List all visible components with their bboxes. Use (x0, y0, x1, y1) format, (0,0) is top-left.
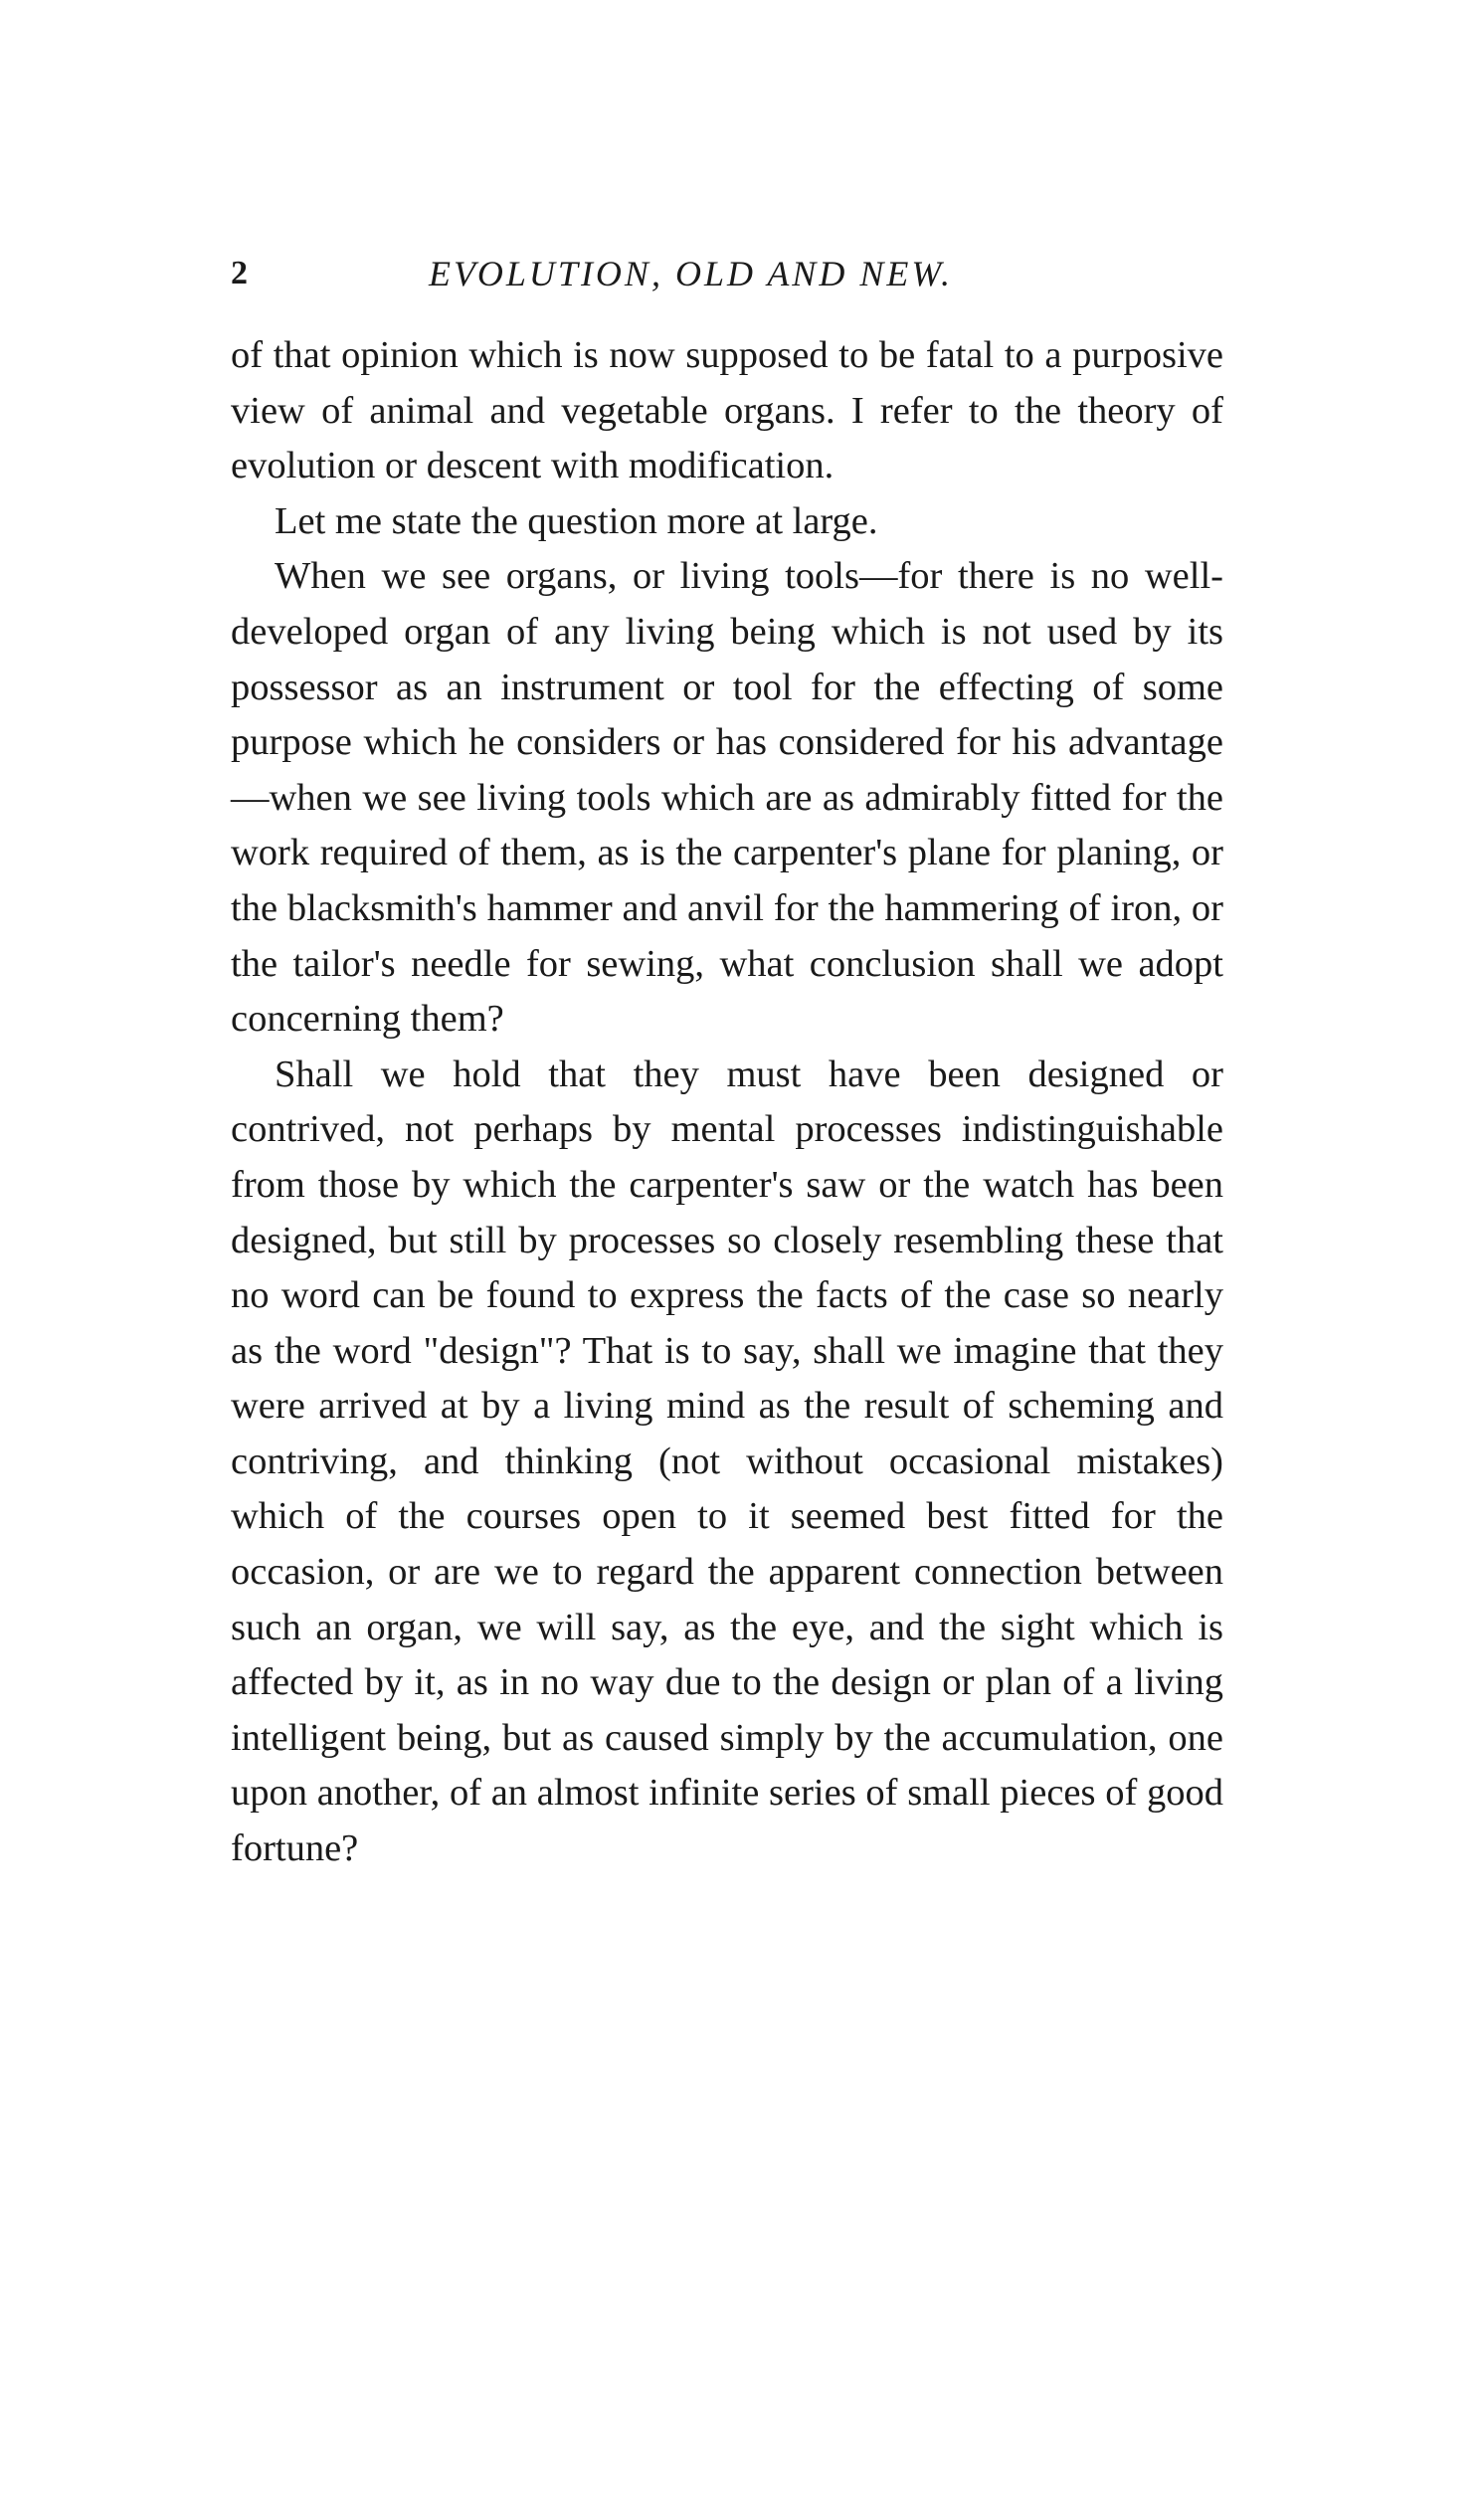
page-number: 2 (231, 255, 248, 291)
paragraph: When we see organs, or living tools—for there is no well-developed organ of any living being which is not used by its possessor as an instrument or tool for the effecting of some purpose which he considers or has considered for his advantage—when we see living tools which are as admirably fitted for the work required of them, as is the carpenter's plane for planing, or the blacksmith's hammer and anvil for the hammering of iron, or the tailor's needle for sewing, what conclusion shall we adopt concerning them? (231, 555, 1223, 1041)
paragraph: Shall we hold that they must have been designed or contrived, not perhaps by mental processes indistinguishable from those by which the carpenter's saw or the watch has been designed, but still by processes so closely resembling these that no word can be found to express the facts of the case so nearly as the word "design"? That is to say, shall we imagine that they were arrived at by a living mind as the result of scheming and contriving, and thinking (not without occasional mistakes) which of the courses open to it seemed best fitted for the occasion, or are we to regard the apparent connection between such an organ, we will say, as the eye, and the sight which is affected by it, as in no way due to the design or plan of a living intelligent being, but as caused simply by the accumulation, one upon another, of an almost infinite series of small pieces of good fortune? (231, 1053, 1223, 1870)
paragraph: Let me state the question more at large. (275, 499, 878, 542)
running-head (231, 249, 1225, 298)
running-title: EVOLUTION, OLD AND NEW. (429, 254, 953, 293)
paragraph-continuation: of that opinion which is now supposed to be fatal to a purposive view of animal and vegetable organs. I refer to the theory of evolution or descent with modification. (231, 334, 1223, 487)
body-text (231, 328, 1223, 1877)
